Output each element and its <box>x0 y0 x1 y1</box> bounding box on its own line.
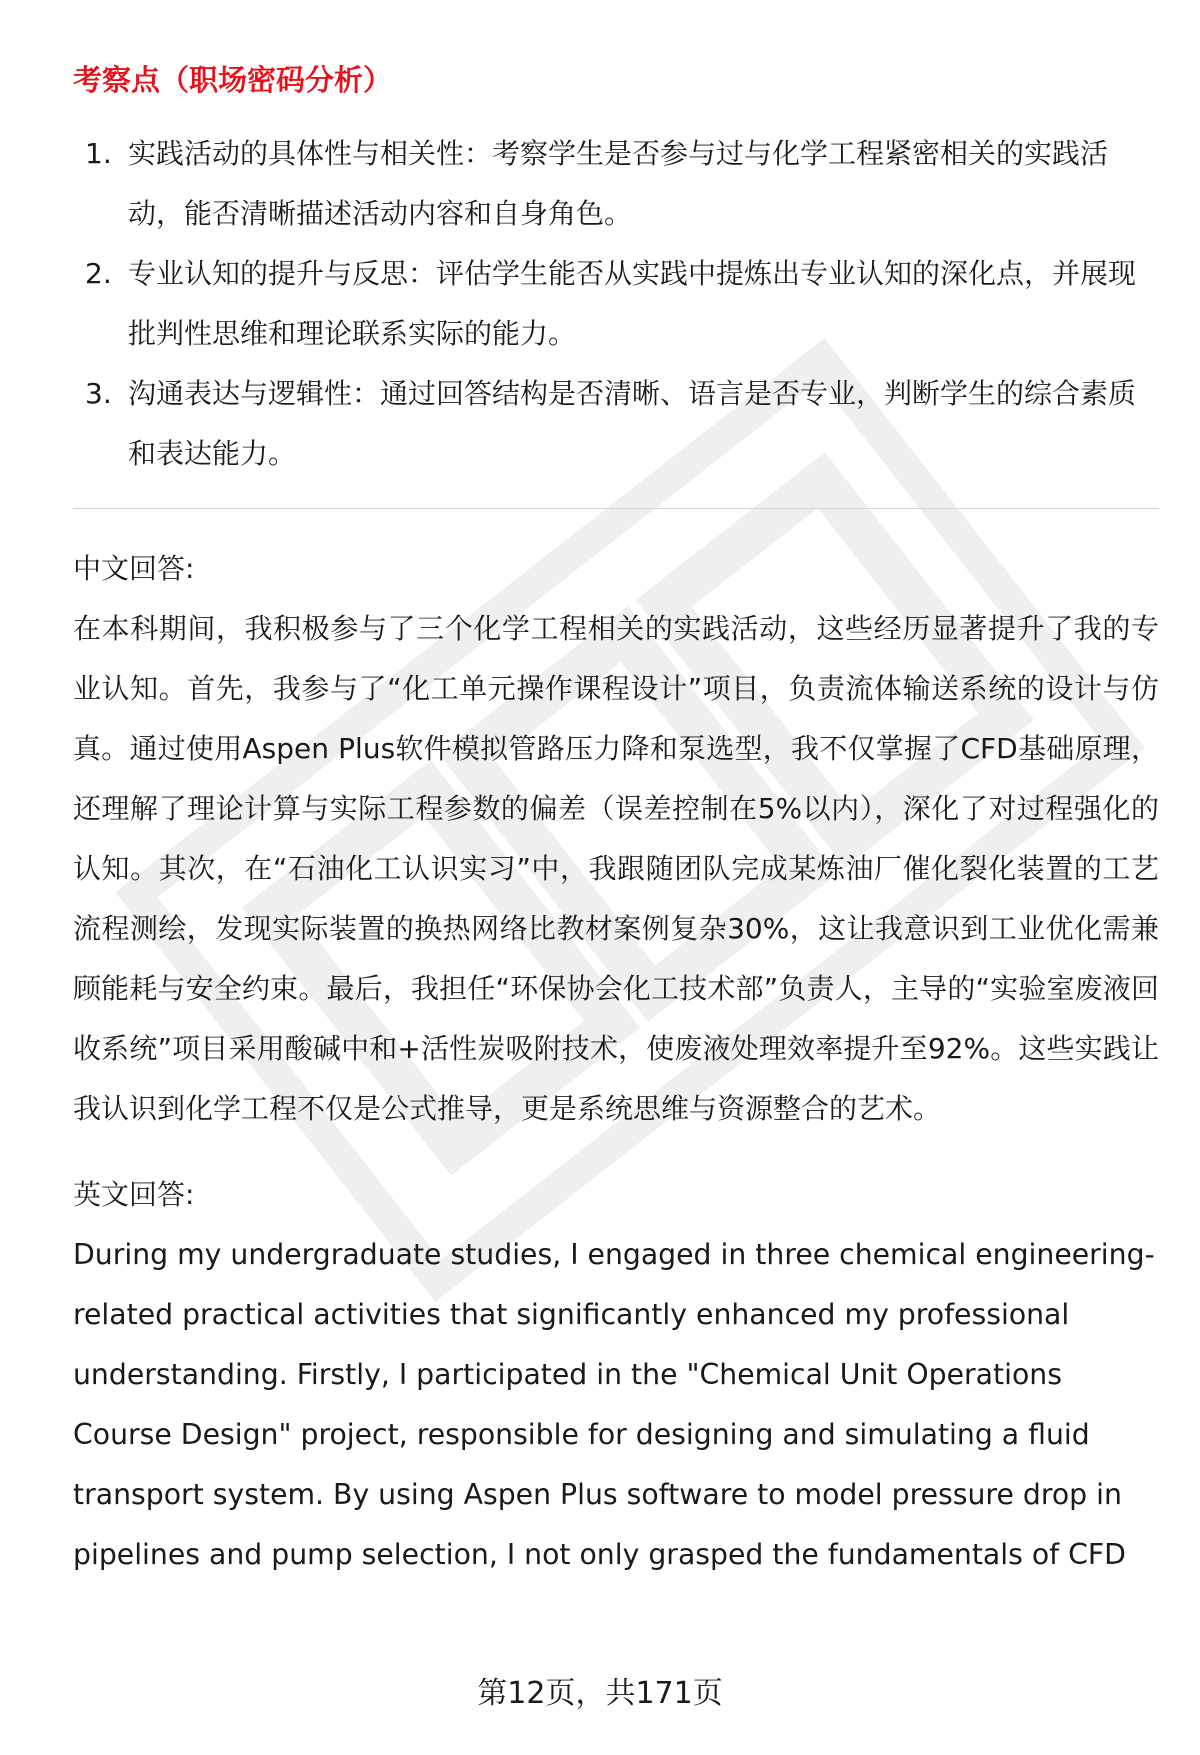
list-item-number: 3. <box>85 377 112 410</box>
list-item-text: 实践活动的具体性与相关性：考察学生是否参与过与化学工程紧密相关的实践活动，能否清晰描述活动内容和自身角色。 <box>128 137 1109 230</box>
chinese-answer-text: 在本科期间，我积极参与了三个化学工程相关的实践活动，这些经历显著提升了我的专业认知。首先，我参与了“化工单元操作课程设计”项目，负责流体输送系统的设计与仿真。通过使用Aspen Plus软件模拟管路压力降和泵选型，我不仅掌握了CFD基础原理，还理解了理论计算与实际工程参数的偏差（误差控制在5%以内），深化了对过程强化的认知。其次，在“石油化工认识实习”中，我跟随团队完成某炼油厂催化裂化装置的工艺流程测绘，发现实际装置的换热网络比教材案例复杂30%，这让我意识到工业优化需兼顾能耗与安全约束。最后，我担任“环保协会化工技术部”负责人，主导的“实验室废液回收系统”项目采用酸碱中和+活性炭吸附技术，使废液处理效率提升至92%。这些实践让我认识到化学工程不仅是公式推导，更是系统思维与资源整合的艺术。 <box>73 612 1159 1125</box>
english-answer-text: During my undergraduate studies, I engaged in three chemical engineering-related practical activities that significantly enhanced my professional understanding. Firstly, I participated in the "Chemical Unit Operations Course Design" project, responsible for designing and simulating a fluid transport system. By using Aspen Plus software to model pressure drop in pipelines and pump selection, I not only grasped the fundamentals of CFD <box>73 1238 1155 1571</box>
page-number-footer: 第12页，共171页 <box>477 1676 723 1711</box>
english-answer-label: 英文回答: <box>73 1178 195 1211</box>
list-item-text: 专业认知的提升与反思：评估学生能否从实践中提炼出专业认知的深化点，并展现批判性思维和理论联系实际的能力。 <box>128 257 1137 350</box>
section-divider <box>73 508 1159 509</box>
assessment-points-list <box>73 124 1159 484</box>
list-item-number: 2. <box>85 257 112 290</box>
spacer <box>73 1139 1159 1165</box>
chinese-answer-label: 中文回答: <box>73 552 195 585</box>
list-item-number: 1. <box>85 137 112 170</box>
list-item <box>73 244 1159 364</box>
list-item <box>73 364 1159 484</box>
content-area <box>73 56 1159 1585</box>
section-title: 考察点（职场密码分析） <box>73 63 393 97</box>
list-item-text: 沟通表达与逻辑性：通过回答结构是否清晰、语言是否专业，判断学生的综合素质和表达能力。 <box>128 377 1137 470</box>
list-item <box>73 124 1159 244</box>
